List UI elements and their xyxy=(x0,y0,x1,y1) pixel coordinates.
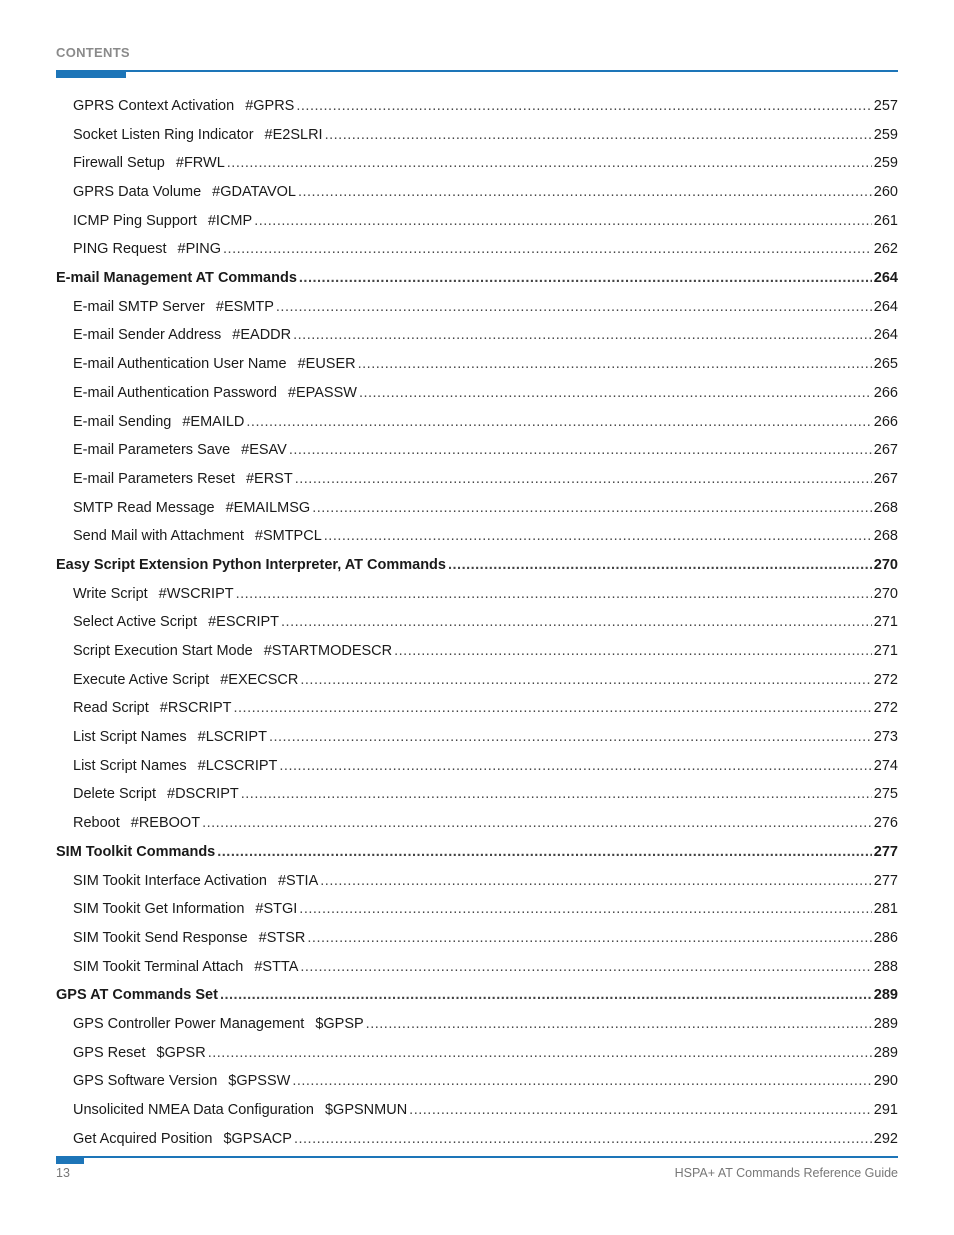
toc-entry-command: #REBOOT xyxy=(130,815,201,832)
toc-entry-page: 276 xyxy=(873,815,898,832)
toc-entry-command: #ESAV xyxy=(241,442,287,459)
toc-entry-title xyxy=(73,1096,407,1125)
toc-entry-command: #EUSER xyxy=(297,356,356,373)
toc-entry-page: 270 xyxy=(873,556,898,573)
footer-page-number: 13 xyxy=(56,1166,70,1180)
toc-entry[interactable] xyxy=(56,1010,898,1039)
toc-section-entry[interactable] xyxy=(56,838,898,867)
toc-entry[interactable] xyxy=(56,637,898,666)
toc-entry-label: Get Acquired Position xyxy=(73,1130,213,1147)
toc-entry[interactable] xyxy=(56,293,898,322)
table-of-contents xyxy=(56,92,898,1153)
toc-entry-title xyxy=(73,293,274,322)
toc-entry-title xyxy=(73,235,221,264)
toc-entry-label: GPRS Context Activation xyxy=(73,97,235,114)
toc-entry-page: 273 xyxy=(873,729,898,746)
toc-entry-title xyxy=(56,551,446,580)
toc-dot-leader xyxy=(320,867,872,896)
toc-entry-page: 292 xyxy=(873,1130,898,1147)
toc-entry[interactable] xyxy=(56,379,898,408)
toc-entry-page: 277 xyxy=(873,872,898,889)
footer-document-title: HSPA+ AT Commands Reference Guide xyxy=(674,1166,898,1180)
toc-entry-label: SIM Toolkit Commands xyxy=(56,843,216,860)
toc-entry-page: 261 xyxy=(873,212,898,229)
toc-entry-label: Read Script xyxy=(73,700,149,717)
toc-entry-page: 277 xyxy=(873,843,898,860)
toc-entry-page: 268 xyxy=(873,528,898,545)
toc-entry-title xyxy=(73,465,293,494)
toc-dot-leader xyxy=(358,350,872,379)
toc-dot-leader xyxy=(269,723,872,752)
toc-entry-label: E-mail SMTP Server xyxy=(73,298,205,315)
toc-entry-command: #ERST xyxy=(245,470,293,487)
toc-entry-command: #GPRS xyxy=(245,97,295,114)
toc-section-entry[interactable] xyxy=(56,981,898,1010)
toc-entry[interactable] xyxy=(56,92,898,121)
toc-entry-command: #DSCRIPT xyxy=(167,786,239,803)
toc-entry-title xyxy=(73,694,231,723)
toc-dot-leader xyxy=(220,981,872,1010)
toc-entry-page: 274 xyxy=(873,757,898,774)
toc-entry[interactable] xyxy=(56,752,898,781)
toc-entry[interactable] xyxy=(56,207,898,236)
toc-dot-leader xyxy=(254,207,872,236)
toc-entry-page: 259 xyxy=(873,155,898,172)
toc-entry-page: 286 xyxy=(873,929,898,946)
toc-entry-page: 260 xyxy=(873,184,898,201)
toc-entry-page: 270 xyxy=(873,585,898,602)
toc-dot-leader xyxy=(296,92,871,121)
toc-entry-page: 291 xyxy=(873,1102,898,1119)
toc-dot-leader xyxy=(292,1067,871,1096)
toc-entry-page: 290 xyxy=(873,1073,898,1090)
toc-entry-label: Select Active Script xyxy=(73,614,198,631)
toc-dot-leader xyxy=(236,580,872,609)
toc-dot-leader xyxy=(448,551,872,580)
toc-entry-title xyxy=(73,149,225,178)
toc-dot-leader xyxy=(307,924,871,953)
toc-entry-command: #EADDR xyxy=(232,327,292,344)
toc-entry-title xyxy=(73,752,277,781)
toc-entry-label: Send Mail with Attachment xyxy=(73,528,244,545)
toc-entry-label: E-mail Authentication User Name xyxy=(73,356,287,373)
toc-entry-label: Delete Script xyxy=(73,786,157,803)
toc-entry-title xyxy=(73,666,298,695)
toc-dot-leader xyxy=(293,321,872,350)
toc-entry[interactable] xyxy=(56,723,898,752)
toc-entry[interactable] xyxy=(56,178,898,207)
toc-entry-label: E-mail Parameters Reset xyxy=(73,470,235,487)
toc-entry-command: #STARTMODESCR xyxy=(263,643,393,660)
toc-entry-command: #EMAILMSG xyxy=(225,499,311,516)
header-label: CONTENTS xyxy=(56,45,130,60)
toc-entry-page: 289 xyxy=(873,1015,898,1032)
toc-entry-page: 262 xyxy=(873,241,898,258)
toc-entry-label: GPS AT Commands Set xyxy=(56,987,218,1004)
toc-entry-command: #LSCRIPT xyxy=(197,729,267,746)
toc-entry-title xyxy=(73,522,322,551)
toc-entry-title xyxy=(73,436,287,465)
toc-entry-title xyxy=(73,121,323,150)
toc-dot-leader xyxy=(300,666,871,695)
toc-entry-title xyxy=(73,895,297,924)
toc-entry-label: GPS Controller Power Management xyxy=(73,1015,305,1032)
header-tab-accent xyxy=(56,70,126,78)
toc-entry-command: #EMAILD xyxy=(182,413,245,430)
toc-entry-page: 266 xyxy=(873,413,898,430)
toc-entry-command: #ESCRIPT xyxy=(208,614,280,631)
toc-entry-title xyxy=(73,1125,292,1154)
toc-entry-command: #STIA xyxy=(277,872,319,889)
toc-entry-title xyxy=(73,608,279,637)
toc-dot-leader xyxy=(241,780,872,809)
toc-entry-label: List Script Names xyxy=(73,757,187,774)
toc-entry-title xyxy=(73,867,318,896)
footer-rule xyxy=(56,1156,898,1158)
toc-entry[interactable] xyxy=(56,580,898,609)
toc-entry-page: 257 xyxy=(873,97,898,114)
toc-entry-label: SIM Tookit Send Response xyxy=(73,929,248,946)
toc-entry[interactable] xyxy=(56,1067,898,1096)
toc-entry[interactable] xyxy=(56,322,898,351)
toc-entry-label: Easy Script Extension Python Interpreter, AT Commands xyxy=(56,556,446,573)
toc-entry-label: GPRS Data Volume xyxy=(73,184,202,201)
toc-dot-leader xyxy=(294,1125,872,1154)
toc-entry-command: #LCSCRIPT xyxy=(197,757,278,774)
toc-section-entry[interactable] xyxy=(56,551,898,580)
toc-entry-page: 267 xyxy=(873,470,898,487)
toc-section-entry[interactable] xyxy=(56,264,898,293)
footer-tab-accent xyxy=(56,1156,84,1164)
toc-dot-leader xyxy=(246,408,871,437)
toc-entry[interactable] xyxy=(56,608,898,637)
toc-entry-command: #STSR xyxy=(258,929,306,946)
toc-entry-title xyxy=(73,580,234,609)
toc-dot-leader xyxy=(202,809,872,838)
toc-entry-command: #PING xyxy=(177,241,222,258)
toc-entry[interactable] xyxy=(56,809,898,838)
toc-entry-page: 259 xyxy=(873,126,898,143)
toc-entry-page: 268 xyxy=(873,499,898,516)
toc-dot-leader xyxy=(298,178,872,207)
toc-entry[interactable] xyxy=(56,149,898,178)
toc-dot-leader xyxy=(366,1010,872,1039)
toc-dot-leader xyxy=(217,838,872,867)
toc-entry-label: E-mail Management AT Commands xyxy=(56,270,297,287)
toc-entry-label: GPS Reset xyxy=(73,1044,146,1061)
toc-entry-label: E-mail Authentication Password xyxy=(73,384,277,401)
toc-entry[interactable] xyxy=(56,895,898,924)
toc-entry[interactable] xyxy=(56,1096,898,1125)
toc-entry-command: #FRWL xyxy=(175,155,225,172)
header-rule xyxy=(56,70,898,72)
toc-dot-leader xyxy=(394,637,872,666)
toc-entry-title xyxy=(73,953,298,982)
toc-entry-page: 289 xyxy=(873,1044,898,1061)
toc-entry[interactable] xyxy=(56,465,898,494)
toc-entry[interactable] xyxy=(56,436,898,465)
toc-entry-command: #EXECSCR xyxy=(220,671,299,688)
toc-entry-title xyxy=(73,379,357,408)
toc-entry[interactable] xyxy=(56,522,898,551)
toc-dot-leader xyxy=(289,436,872,465)
toc-entry[interactable] xyxy=(56,953,898,982)
toc-entry-label: Script Execution Start Mode xyxy=(73,643,253,660)
toc-entry-title xyxy=(73,1067,290,1096)
toc-entry-label: PING Request xyxy=(73,241,167,258)
toc-entry-label: Reboot xyxy=(73,815,120,832)
toc-entry-title xyxy=(73,637,392,666)
toc-entry-label: Execute Active Script xyxy=(73,671,210,688)
toc-entry-command: $GPSNMUN xyxy=(324,1102,408,1119)
toc-entry-title xyxy=(73,1039,206,1068)
toc-entry[interactable] xyxy=(56,1125,898,1154)
toc-entry-title xyxy=(73,780,239,809)
toc-dot-leader xyxy=(299,895,872,924)
toc-entry-command: #STTA xyxy=(254,958,299,975)
toc-entry-command: $GPSSW xyxy=(228,1073,291,1090)
toc-entry-command: #E2SLRI xyxy=(264,126,323,143)
toc-entry-title xyxy=(73,178,296,207)
toc-dot-leader xyxy=(281,608,872,637)
toc-entry-command: #RSCRIPT xyxy=(159,700,232,717)
toc-dot-leader xyxy=(227,149,872,178)
toc-entry[interactable] xyxy=(56,408,898,437)
toc-entry-label: Write Script xyxy=(73,585,148,602)
toc-entry-page: 267 xyxy=(873,442,898,459)
toc-entry[interactable] xyxy=(56,494,898,523)
toc-dot-leader xyxy=(223,235,872,264)
toc-entry-label: SIM Tookit Terminal Attach xyxy=(73,958,244,975)
toc-entry-title xyxy=(56,981,218,1010)
toc-entry-page: 272 xyxy=(873,671,898,688)
toc-entry-page: 264 xyxy=(873,298,898,315)
toc-entry-label: ICMP Ping Support xyxy=(73,212,197,229)
toc-dot-leader xyxy=(325,121,872,150)
toc-entry-command: #SMTPCL xyxy=(254,528,322,545)
toc-entry-title xyxy=(73,207,252,236)
toc-dot-leader xyxy=(359,379,872,408)
toc-entry-page: 271 xyxy=(873,614,898,631)
toc-entry-title xyxy=(73,1010,364,1039)
toc-entry-title xyxy=(73,494,310,523)
toc-entry[interactable] xyxy=(56,867,898,896)
toc-dot-leader xyxy=(324,522,872,551)
toc-entry-page: 272 xyxy=(873,700,898,717)
toc-entry-command: #ESMTP xyxy=(215,298,274,315)
toc-entry-page: 264 xyxy=(873,327,898,344)
toc-entry-command: #EPASSW xyxy=(287,384,357,401)
toc-dot-leader xyxy=(409,1096,872,1125)
toc-entry[interactable] xyxy=(56,694,898,723)
toc-entry-label: List Script Names xyxy=(73,729,187,746)
toc-entry-title xyxy=(73,723,267,752)
toc-entry-label: SIM Tookit Interface Activation xyxy=(73,872,267,889)
toc-dot-leader xyxy=(208,1039,872,1068)
toc-entry-label: E-mail Sender Address xyxy=(73,327,222,344)
toc-entry-page: 265 xyxy=(873,356,898,373)
toc-entry-label: SMTP Read Message xyxy=(73,499,215,516)
toc-entry-command: #GDATAVOL xyxy=(212,184,296,201)
toc-entry[interactable] xyxy=(56,235,898,264)
toc-entry-title xyxy=(73,809,200,838)
toc-entry-command: #WSCRIPT xyxy=(158,585,234,602)
toc-entry[interactable] xyxy=(56,350,898,379)
toc-entry[interactable] xyxy=(56,781,898,810)
toc-entry-label: Socket Listen Ring Indicator xyxy=(73,126,254,143)
toc-entry-title xyxy=(73,92,294,121)
toc-entry[interactable] xyxy=(56,121,898,150)
toc-entry-label: Unsolicited NMEA Data Configuration xyxy=(73,1102,314,1119)
toc-entry-page: 266 xyxy=(873,384,898,401)
toc-entry-label: E-mail Sending xyxy=(73,413,172,430)
toc-entry-command: $GPSR xyxy=(156,1044,206,1061)
toc-entry[interactable] xyxy=(56,666,898,695)
toc-entry[interactable] xyxy=(56,1039,898,1068)
toc-dot-leader xyxy=(276,293,872,322)
toc-entry-label: SIM Tookit Get Information xyxy=(73,901,245,918)
toc-dot-leader xyxy=(299,264,872,293)
toc-entry-command: $GPSACP xyxy=(223,1130,292,1147)
toc-entry-page: 289 xyxy=(873,987,898,1004)
toc-entry-label: Firewall Setup xyxy=(73,155,165,172)
toc-entry-title xyxy=(73,924,305,953)
toc-entry-page: 281 xyxy=(873,901,898,918)
toc-entry-title xyxy=(73,408,244,437)
toc-entry[interactable] xyxy=(56,924,898,953)
toc-dot-leader xyxy=(279,752,871,781)
toc-entry-command: #STGI xyxy=(255,901,298,918)
toc-dot-leader xyxy=(312,494,872,523)
toc-entry-page: 275 xyxy=(873,786,898,803)
toc-entry-title xyxy=(56,838,215,867)
toc-entry-label: GPS Software Version xyxy=(73,1073,218,1090)
toc-entry-title xyxy=(56,264,297,293)
toc-dot-leader xyxy=(233,694,871,723)
toc-entry-title xyxy=(73,350,356,379)
toc-entry-page: 264 xyxy=(873,270,898,287)
toc-entry-page: 271 xyxy=(873,643,898,660)
toc-entry-label: E-mail Parameters Save xyxy=(73,442,231,459)
toc-entry-command: $GPSP xyxy=(315,1015,364,1032)
toc-dot-leader xyxy=(295,465,872,494)
toc-entry-command: #ICMP xyxy=(207,212,253,229)
toc-entry-page: 288 xyxy=(873,958,898,975)
toc-dot-leader xyxy=(300,953,871,982)
toc-entry-title xyxy=(73,321,291,350)
